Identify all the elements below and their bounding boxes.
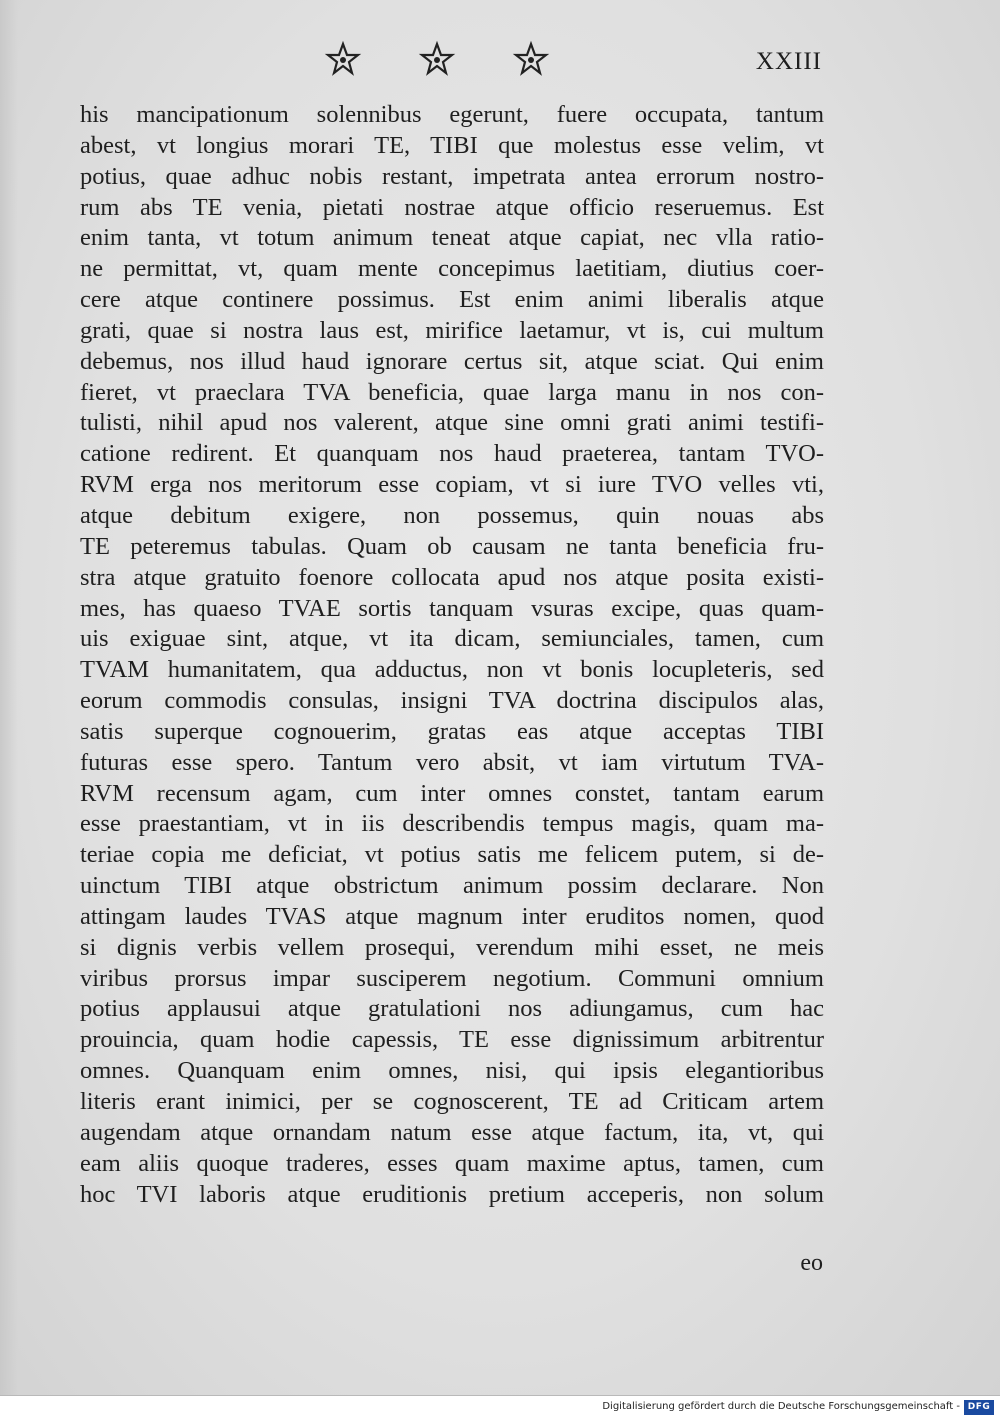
text-line: eam aliis quoque traderes, esses quam maxime aptus, tamen, cum: [80, 1149, 824, 1177]
text-line: cere atque continere possimus. Est enim animi liberalis atque: [80, 286, 824, 314]
star-ornament-icon: [409, 40, 465, 80]
text-line: his mancipationum solennibus egerunt, fuere occupata, tantum: [80, 101, 824, 128]
text-line: esse praestantiam, vt in iis describendis tempus magis, quam ma-: [80, 810, 824, 838]
text-line: debemus, nos illud haud ignorare certus sit, atque sciat. Qui enim: [80, 347, 824, 375]
text-line: eorum commodis consulas, insigni TVA doctrina discipulos alas,: [80, 687, 824, 715]
header-ornaments: [315, 40, 559, 80]
text-line: viribus prorsus impar susciperem negotium. Communi omnium: [80, 964, 824, 992]
text-line: TE peteremus tabulas. Quam ob causam ne tanta beneficia fru-: [80, 532, 824, 560]
text-line: uis exiguae sint, atque, vt ita dicam, semiunciales, tamen, cum: [80, 625, 824, 653]
text-line: abest, vt longius morari TE, TIBI que molestus esse velim, vt: [80, 131, 824, 159]
text-line: catione redirent. Et quanquam nos haud praeterea, tantam TVO-: [80, 440, 824, 468]
text-line: atque debitum exigere, non possemus, quin nouas abs: [80, 501, 824, 529]
text-line: stra atque gratuito foenore collocata apud nos atque posita existi-: [80, 563, 824, 591]
text-line: futuras esse spero. Tantum vero absit, vt iam virtutum TVA-: [80, 748, 824, 776]
text-line: prouincia, quam hodie capessis, TE esse dignissimum arbitrentur: [80, 1026, 824, 1054]
text-line: enim tanta, vt totum animum teneat atque capiat, nec vlla ratio-: [80, 224, 824, 252]
text-line: hoc TVI laboris atque eruditionis pretium acceperis, non solum: [80, 1180, 824, 1208]
text-line: omnes. Quanquam enim omnes, nisi, qui ipsis elegantioribus: [80, 1057, 824, 1085]
text-line: uinctum TIBI atque obstrictum animum possim declarare. Non: [80, 872, 824, 900]
text-line: satis superque cognouerim, gratas eas atque acceptas TIBI: [80, 717, 824, 745]
page-edge-shadow: [0, 0, 18, 1395]
dfg-logo-icon[interactable]: DFG: [964, 1400, 994, 1415]
text-line: rum abs TE venia, pietati nostrae atque officio reseruemus. Est: [80, 193, 824, 221]
star-ornament-icon: [503, 40, 559, 80]
text-line: RVM recensum agam, cum inter omnes constet, tantam earum: [80, 779, 824, 807]
page-number: XXIII: [755, 48, 822, 75]
catchword: eo: [800, 1250, 823, 1276]
text-line: augendam atque ornandam natum esse atque factum, ita, vt, qui: [80, 1118, 824, 1146]
star-ornament-icon: [315, 40, 371, 80]
text-line: mes, has quaeso TVAE sortis tanquam vsuras excipe, quas quam-: [80, 594, 824, 622]
text-line: si dignis verbis vellem prosequi, verendum mihi esset, ne meis: [80, 933, 824, 961]
text-line: literis erant inimici, per se cognoscerent, TE ad Criticam artem: [80, 1088, 824, 1115]
text-line: potius applausui atque gratulationi nos adiungamus, cum hac: [80, 995, 824, 1023]
text-line: TVAM humanitatem, qua adductus, non vt bonis locupleteris, sed: [80, 656, 824, 684]
footer-bar: [0, 1395, 1000, 1421]
text-line: tulisti, nihil apud nos valerent, atque sine omni grati animi testifi-: [80, 409, 824, 437]
text-line: potius, quae adhuc nobis restant, impetrata antea errorum nostro-: [80, 162, 824, 190]
text-line: grati, quae si nostra laus est, mirifice laetamur, vt is, cui multum: [80, 316, 824, 344]
text-line: attingam laudes TVAS atque magnum inter eruditos nomen, quod: [80, 902, 824, 930]
body-text: [80, 100, 824, 1210]
text-line: teriae copia me deficiat, vt potius satis me felicem putem, si de-: [80, 841, 824, 869]
text-line: fieret, vt praeclara TVA beneficia, quae larga manu in nos con-: [80, 378, 824, 406]
text-line: ne permittat, vt, quam mente concepimus laetitiam, diutius coer-: [80, 255, 824, 283]
funding-note: Digitalisierung gefördert durch die Deutsche Forschungsgemeinschaft -: [602, 1401, 960, 1412]
text-line: RVM erga nos meritorum esse copiam, vt si iure TVO velles vti,: [80, 471, 824, 499]
